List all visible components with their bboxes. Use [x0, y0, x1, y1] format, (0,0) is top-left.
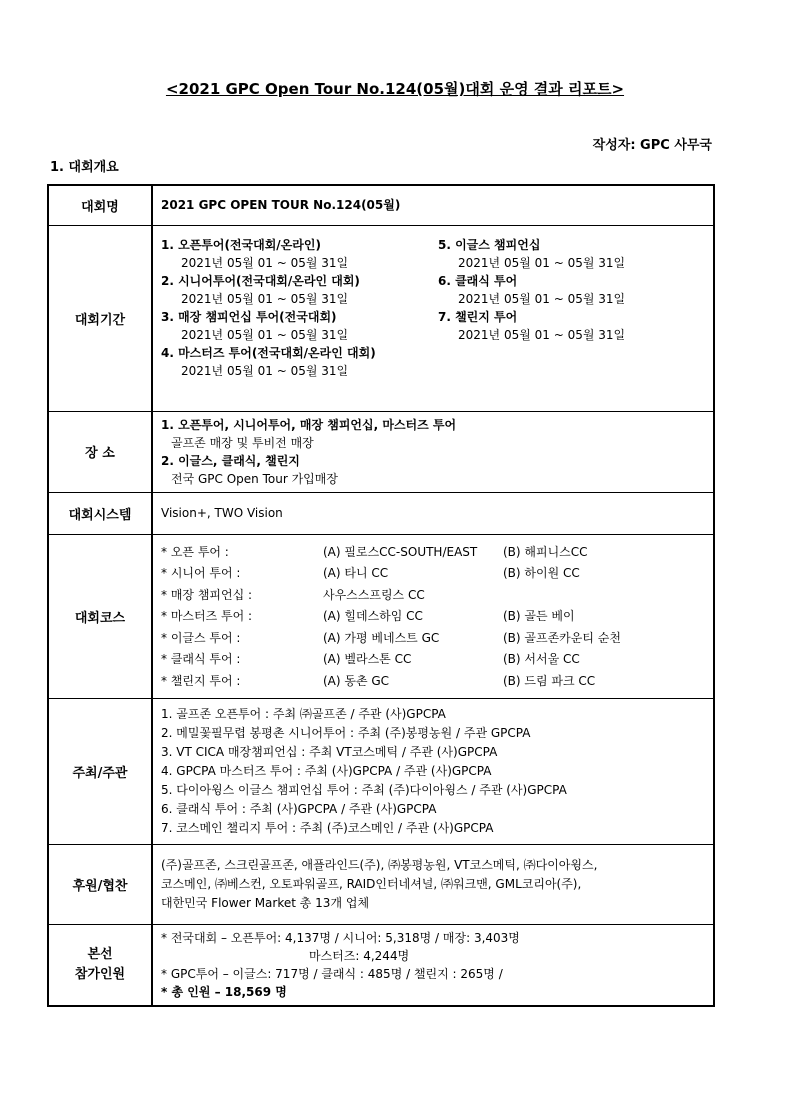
course-content	[152, 534, 714, 698]
course-a: (A) 가평 베네스트 GC	[323, 630, 440, 645]
participants-national: * 전국대회 – 오픈투어: 4,137명 / 시니어: 5,318명 / 매장: 3,403명	[161, 930, 520, 945]
report-title: <2021 GPC Open Tour No.124(05월)대회 운영 결과 리포트>	[165, 80, 625, 98]
period-item-date: 2021년 05월 01 ~ 05월 31일	[458, 327, 626, 342]
course-item	[161, 627, 705, 649]
host-content	[152, 698, 714, 844]
host-line: 6. 클래식 투어 : 주최 (사)GPCPA / 주관 (사)GPCPA	[161, 801, 437, 816]
course-b: (B) 해피니스CC	[503, 544, 588, 559]
sponsor-line: 코스메인, ㈜베스컨, 오토파워골프, RAID인터네셔널, ㈜워크맨, GML코리아(주),	[161, 876, 582, 891]
period-item-title: 3. 매장 챔피언십 투어(전국대회)	[161, 309, 337, 324]
period-item-title: 5. 이글스 챔피언십	[438, 237, 541, 252]
period-item-date: 2021년 05월 01 ~ 05월 31일	[181, 327, 349, 342]
host-line: 2. 메밀꽃필무렵 봉평촌 시니어투어 : 주최 (주)봉평농원 / 주관 GPCPA	[161, 725, 531, 740]
period-item-date: 2021년 05월 01 ~ 05월 31일	[458, 255, 626, 270]
venue-line-detail: 골프존 매장 및 투비전 매장	[171, 435, 314, 450]
participants-label-line2: 참가인원	[74, 966, 126, 982]
course-b: (B) 드림 파크 CC	[503, 673, 596, 688]
venue-line-detail: 전국 GPC Open Tour 가입매장	[171, 471, 338, 486]
period-content	[152, 225, 714, 411]
period-item-date: 2021년 05월 01 ~ 05월 31일	[181, 291, 349, 306]
course-a: (A) 필로스CC-SOUTH/EAST	[323, 544, 478, 559]
participants-masters: 마스터즈: 4,244명	[309, 948, 410, 963]
course-item	[161, 584, 705, 606]
course-item	[161, 605, 705, 627]
period-item-title: 6. 클래식 투어	[438, 273, 518, 288]
author-line: 작성자: GPC 사무국	[592, 138, 712, 153]
row-participants	[48, 924, 714, 1006]
system-value: Vision+, TWO Vision	[152, 492, 714, 534]
row-venue	[48, 411, 714, 492]
course-tour: * 오픈 투어 :	[161, 544, 229, 559]
period-item-title: 1. 오픈투어(전국대회/온라인)	[161, 237, 321, 252]
period-item-date: 2021년 05월 01 ~ 05월 31일	[458, 291, 626, 306]
course-b: (B) 서서울 CC	[503, 652, 580, 666]
course-b: (B) 골든 베이	[503, 609, 575, 623]
host-line: 4. GPCPA 마스터즈 투어 : 주최 (사)GPCPA / 주관 (사)GPCPA	[161, 763, 492, 778]
venue-line-title: 2. 이글스, 클래식, 챌린지	[161, 453, 300, 468]
course-a: (A) 벨라스톤 CC	[323, 652, 412, 666]
course-tour: * 시니어 투어 :	[161, 566, 241, 580]
row-period	[48, 225, 714, 411]
course-a: 사우스스프링스 CC	[323, 587, 425, 602]
label-event-name: 대회명	[48, 185, 152, 225]
period-item-date: 2021년 05월 01 ~ 05월 31일	[181, 363, 349, 378]
event-name-value: 2021 GPC OPEN TOUR No.124(05월)	[152, 185, 714, 225]
course-tour: * 마스터즈 투어 :	[161, 609, 253, 623]
course-a: (A) 동촌 GC	[323, 673, 390, 688]
label-host: 주최/주관	[48, 698, 152, 844]
period-item-title: 4. 마스터즈 투어(전국대회/온라인 대회)	[161, 345, 376, 360]
participants-gpc: * GPC투어 – 이글스: 717명 / 클래식 : 485명 / 챌린지 : 265명 /	[161, 966, 503, 981]
section-heading: 1. 대회개요	[50, 160, 119, 175]
venue-content	[152, 411, 714, 492]
participants-total: * 총 인원 – 18,569 명	[161, 984, 287, 999]
row-event-name	[48, 185, 714, 225]
period-item-title: 7. 챌린지 투어	[438, 309, 518, 324]
course-tour: * 클래식 투어 :	[161, 652, 241, 666]
row-host	[48, 698, 714, 844]
course-a: (A) 힐데스하임 CC	[323, 609, 423, 623]
course-a: (A) 타니 CC	[323, 566, 389, 580]
participants-label-line1: 본선	[87, 946, 113, 962]
course-tour: * 매장 챔피언십 :	[161, 587, 253, 602]
period-item-title: 2. 시니어투어(전국대회/온라인 대회)	[161, 273, 360, 288]
sponsor-content	[152, 844, 714, 924]
row-system	[48, 492, 714, 534]
sponsor-line: 대한민국 Flower Market 총 13개 업체	[161, 895, 370, 910]
participants-content	[152, 924, 714, 1006]
overview-table	[47, 184, 715, 1007]
label-period: 대회기간	[48, 225, 152, 411]
course-tour: * 챌린지 투어 :	[161, 673, 241, 688]
row-course	[48, 534, 714, 698]
venue-line-title: 1. 오픈투어, 시니어투어, 매장 챔피언십, 마스터즈 투어	[161, 417, 457, 432]
course-item	[161, 670, 705, 692]
label-venue: 장 소	[48, 411, 152, 492]
period-right-column	[428, 236, 705, 380]
row-sponsor	[48, 844, 714, 924]
period-item-date: 2021년 05월 01 ~ 05월 31일	[181, 255, 349, 270]
sponsor-line: (주)골프존, 스크린골프존, 애플라인드(주), ㈜봉평농원, VT코스메틱, ㈜다이아윙스,	[161, 857, 598, 872]
course-item	[161, 541, 705, 563]
host-line: 1. 골프존 오픈투어 : 주최 ㈜골프존 / 주관 (사)GPCPA	[161, 706, 446, 721]
host-line: 3. VT CICA 매장챔피언십 : 주최 VT코스메틱 / 주관 (사)GPCPA	[161, 744, 498, 759]
course-item	[161, 562, 705, 584]
label-system: 대회시스템	[48, 492, 152, 534]
period-left-column	[161, 236, 428, 380]
course-tour: * 이글스 투어 :	[161, 630, 241, 645]
host-line: 7. 코스메인 챌리지 투어 : 주최 (주)코스메인 / 주관 (사)GPCPA	[161, 820, 494, 835]
course-item	[161, 648, 705, 670]
label-participants	[48, 924, 152, 1006]
course-b: (B) 하이원 CC	[503, 566, 580, 580]
host-line: 5. 다이아윙스 이글스 챔피언십 투어 : 주최 (주)다이아윙스 / 주관 (사)GPCPA	[161, 782, 567, 797]
label-course: 대회코스	[48, 534, 152, 698]
label-sponsor: 후원/협찬	[48, 844, 152, 924]
course-b: (B) 골프존카운티 순천	[503, 630, 621, 645]
